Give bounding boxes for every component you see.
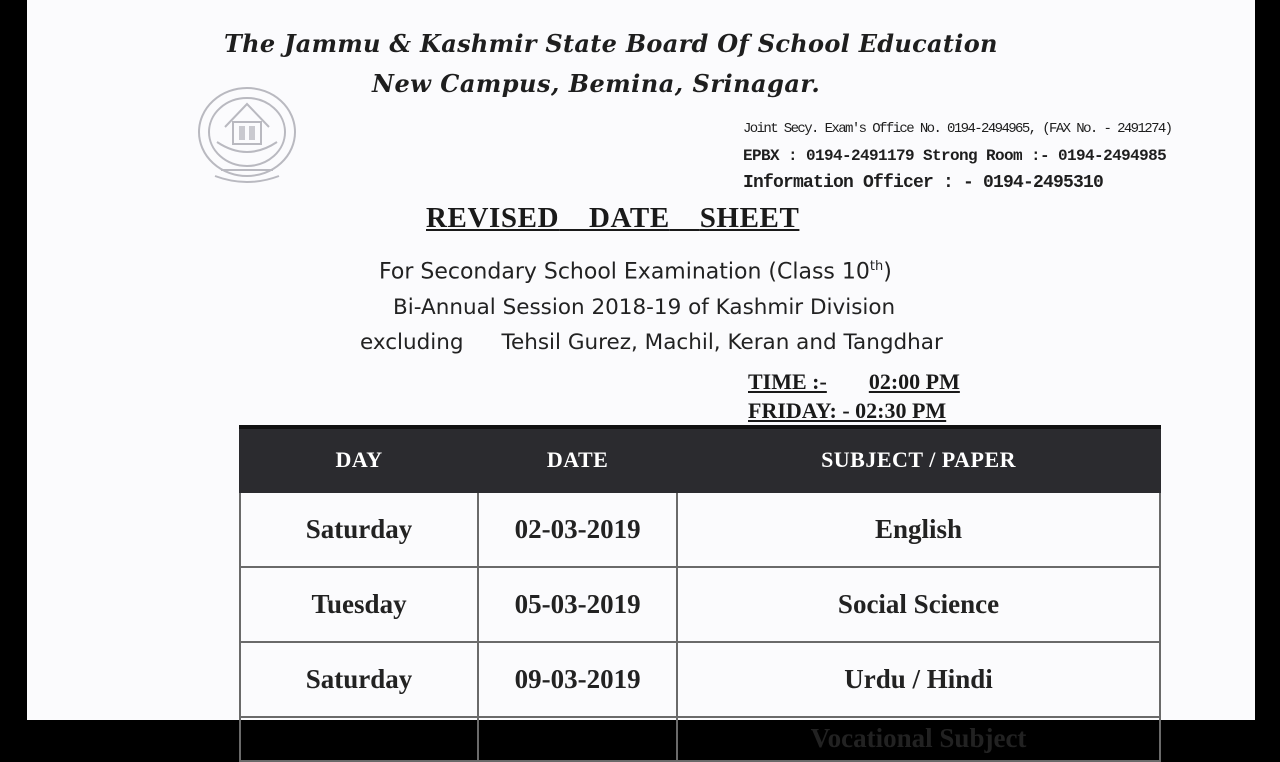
board-seal-icon (195, 82, 299, 190)
table-row (240, 567, 1160, 642)
day-cell: Tuesday (240, 567, 478, 642)
title-word: REVISED (426, 202, 560, 234)
date-cell (478, 717, 677, 761)
exam-office-contact: Joint Secy. Exam's Office No. 0194-2494965, (FAX No. - 2491274) (743, 121, 1172, 137)
header-subject: SUBJECT / PAPER (677, 427, 1160, 492)
subtitle-exclusion: excluding Tehsil Gurez, Machil, Keran and Tangdhar (360, 330, 943, 355)
contact-block (743, 116, 1172, 197)
table-row (240, 642, 1160, 717)
day-cell (240, 717, 478, 761)
right-black-border (1255, 0, 1280, 720)
subject-cell: Social Science (677, 567, 1160, 642)
title-word: SHEET (699, 202, 800, 234)
title-word: DATE (589, 202, 670, 234)
subtitle-exam: For Secondary School Examination (Class 10th) (379, 259, 892, 285)
table-header-row (240, 427, 1160, 492)
subject-cell: Vocational Subject (677, 717, 1160, 761)
subject-cell: Urdu / Hindi (677, 642, 1160, 717)
table-row (240, 717, 1160, 761)
information-officer-contact: Information Officer : - 0194-2495310 (743, 173, 1104, 193)
campus-address: New Campus, Bemina, Srinagar. (372, 69, 821, 98)
header-day: DAY (240, 427, 478, 492)
exam-time-block (748, 367, 960, 425)
friday-time: FRIDAY: - 02:30 PM (748, 398, 947, 423)
epbx-contact: EPBX : 0194-2491179 Strong Room :- 0194-2494985 (743, 147, 1167, 165)
date-cell: 05-03-2019 (478, 567, 677, 642)
table-row (240, 492, 1160, 567)
day-cell: Saturday (240, 492, 478, 567)
date-cell: 09-03-2019 (478, 642, 677, 717)
exam-time: TIME :- 02:00 PM (748, 369, 960, 394)
left-black-border (0, 0, 27, 720)
header-date: DATE (478, 427, 677, 492)
date-sheet-page (27, 0, 1255, 753)
date-sheet-table (239, 425, 1161, 762)
date-cell: 02-03-2019 (478, 492, 677, 567)
board-name: The Jammu & Kashmir State Board Of School Education (224, 29, 998, 58)
day-cell: Saturday (240, 642, 478, 717)
page-title (426, 202, 799, 235)
subject-cell: English (677, 492, 1160, 567)
subtitle-session: Bi-Annual Session 2018-19 of Kashmir Division (393, 295, 896, 320)
